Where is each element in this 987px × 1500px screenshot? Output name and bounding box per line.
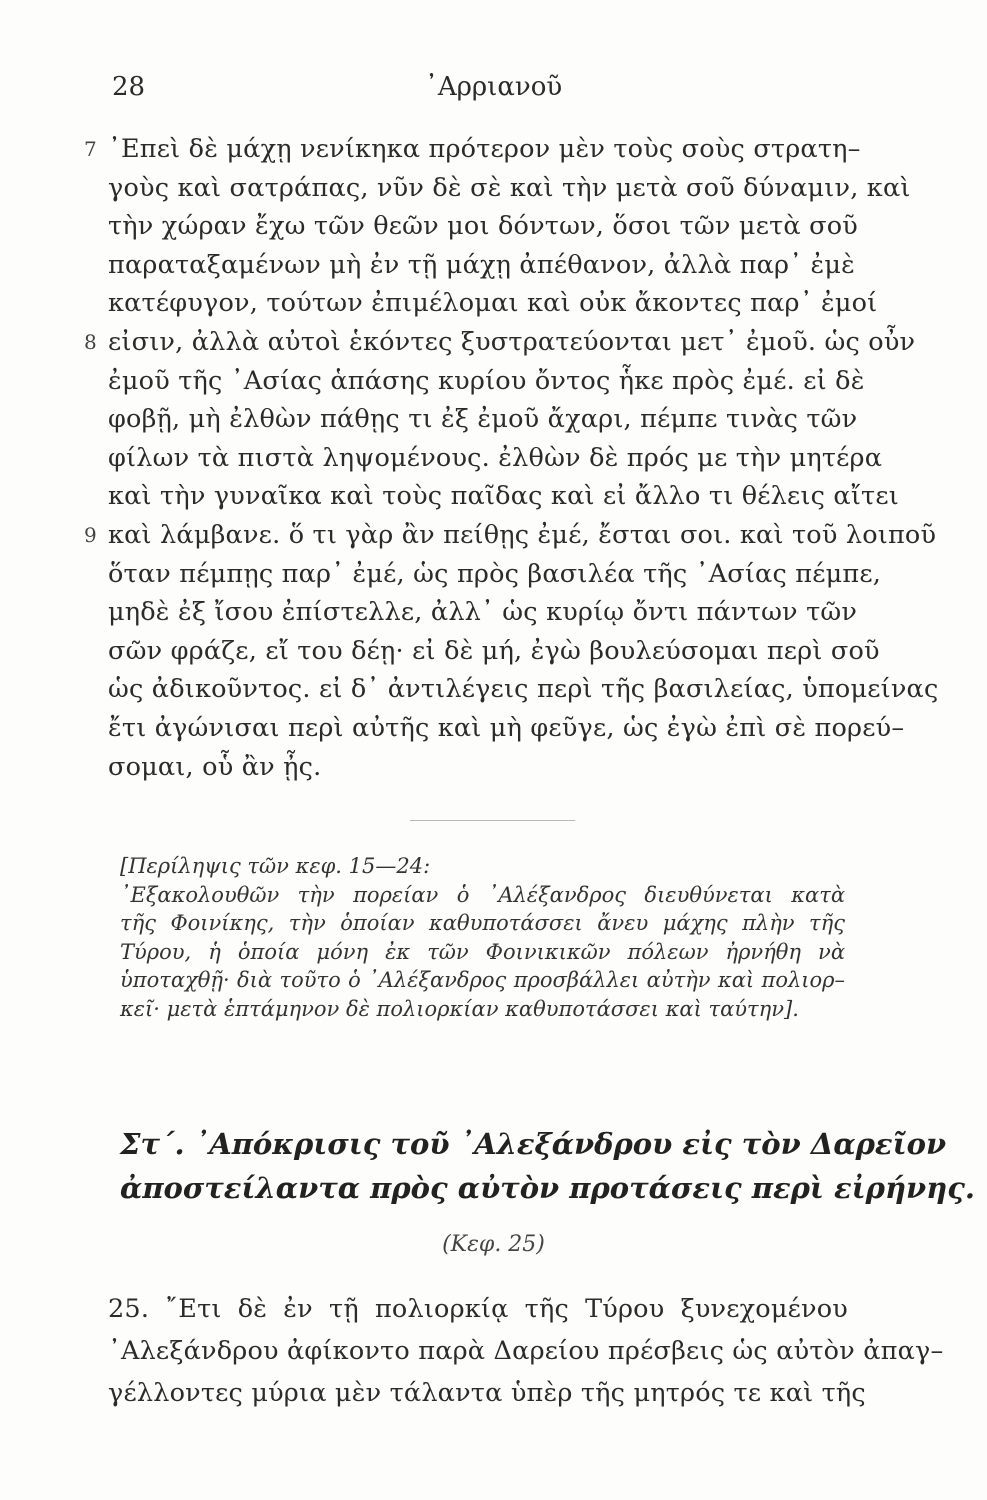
chapter-summary [120, 852, 845, 1024]
text-line: ὡς ἀδικοῦντος. εἰ δ᾿ ἀντιλέγεις περὶ τῆς βασιλείας, ὑπομείνας [108, 674, 939, 705]
text-line: κατέφυγον, τούτων ἐπιμέλομαι καὶ οὐκ ἄκοντες παρ᾿ ἐμοί [108, 288, 878, 319]
page-number: 28 [112, 72, 146, 102]
summary-line: ᾿Εξακολουθῶν τὴν πορείαν ὁ ᾿Αλέξανδρος διευθύνεται κατὰ [120, 882, 845, 907]
summary-line: ὑποταχθῇ· διὰ τοῦτο ὁ ᾿Αλέξανδρος προσβάλλει αὐτὴν καὶ πολιορ– [120, 968, 845, 993]
text-line: σομαι, οὗ ἂν ᾖς. [108, 751, 322, 782]
text-line: καὶ τὴν γυναῖκα καὶ τοὺς παῖδας καὶ εἰ ἄλλο τι θέλεις αἴτει [108, 481, 899, 512]
text-line: τὴν χώραν ἔχω τῶν θεῶν μοι δόντων, ὅσοι τῶν μετὰ σοῦ [108, 211, 859, 242]
summary-line: [Περίληψις τῶν κεφ. 15—24: [120, 854, 431, 878]
summary-line: κεῖ· μετὰ ἑπτάμηνον δὲ πολιορκίαν καθυποτάσσει καὶ ταύτην]. [120, 996, 799, 1021]
section-number: 7 [84, 137, 97, 161]
section-number: 9 [84, 522, 97, 547]
text-line: μηδὲ ἐξ ἴσου ἐπίστελλε, ἀλλ᾿ ὡς κυρίῳ ὄντι πάντων τῶν [108, 597, 858, 628]
text-line: 7 ᾿Επεὶ δὲ μάχῃ νενίκηκα πρότερον μὲν τοὺς σοὺς στρατη– [108, 130, 848, 169]
text-line: γέλλοντες μύρια μὲν τάλαντα ὑπὲρ τῆς μητρός τε καὶ τῆς [108, 1378, 866, 1408]
text-line: ᾿Αλεξάνδρου ἀφίκοντο παρὰ Δαρείου πρέσβεις ὡς αὐτὸν ἀπαγ– [108, 1336, 944, 1366]
text-line: 9 καὶ λάμβανε. ὅ τι γὰρ ἂν πείθῃς ἐμέ, ἔσται σοι. καὶ τοῦ λοιποῦ [108, 516, 848, 555]
summary-line: Τύρου, ἡ ὁποία μόνη ἐκ τῶν Φοινικικῶν πόλεων ἠρνήθη νὰ [120, 939, 845, 964]
text-line: ὅταν πέμπῃς παρ᾿ ἐμέ, ὡς πρὸς βασιλέα τῆς ᾿Ασίας πέμπε, [108, 558, 882, 589]
heading-line: Στ΄. ᾿Απόκρισις τοῦ ᾿Αλεξάνδρου εἰς τὸν Δαρεῖον [120, 1127, 947, 1161]
chapter-reference: (Κεφ. 25) [442, 1232, 545, 1257]
text-line: ἐμοῦ τῆς ᾿Ασίας ἁπάσης κυρίου ὄντος ἧκε πρὸς ἐμέ. εἰ δὲ [108, 365, 865, 396]
text-line: φίλων τὰ πιστὰ ληψομένους. ἐλθὼν δὲ πρός με τὴν μητέρα [108, 442, 883, 473]
text-line: ἔτι ἀγώνισαι περὶ αὐτῆς καὶ μὴ φεῦγε, ὡς ἐγὼ ἐπὶ σὲ πορεύ– [108, 712, 905, 743]
section-number: 8 [84, 329, 97, 354]
page-header [0, 72, 987, 112]
text-line: σῶν φράζε, εἴ του δέῃ· εἰ δὲ μή, ἐγὼ βουλεύσομαι περὶ σοῦ [108, 635, 880, 666]
heading-line: ἀποστείλαντα πρὸς αὐτὸν προτάσεις περὶ εἰρήνης. [120, 1171, 976, 1205]
summary-line: τῆς Φοινίκης, τὴν ὁποίαν καθυποτάσσει ἄνευ μάχης πλὴν τῆς [120, 911, 845, 936]
separator-rule [410, 820, 575, 821]
chapter-25-paragraph [108, 1288, 944, 1414]
running-title: ᾿Αρριανοῦ [424, 72, 563, 102]
main-paragraph [84, 130, 939, 786]
text-line: παραταξαμένων μὴ ἐν τῇ μάχῃ ἀπέθανον, ἀλλὰ παρ᾿ ἐμὲ [108, 249, 855, 280]
text-line: 8 εἰσιν, ἀλλὰ αὐτοὶ ἑκόντες ξυστρατεύονται μετ᾿ ἐμοῦ. ὡς οὖν [108, 323, 848, 362]
section-heading [120, 1122, 976, 1210]
text-line: φοβῇ, μὴ ἐλθὼν πάθῃς τι ἐξ ἐμοῦ ἄχαρι, πέμπε τινὰς τῶν [108, 404, 858, 435]
text-line: γοὺς καὶ σατράπας, νῦν δὲ σὲ καὶ τὴν μετὰ σοῦ δύναμιν, καὶ [108, 172, 911, 203]
text-line: 25. ῎Ετι δὲ ἐν τῇ πολιορκίᾳ τῆς Τύρου ξυνεχομένου [108, 1294, 848, 1324]
